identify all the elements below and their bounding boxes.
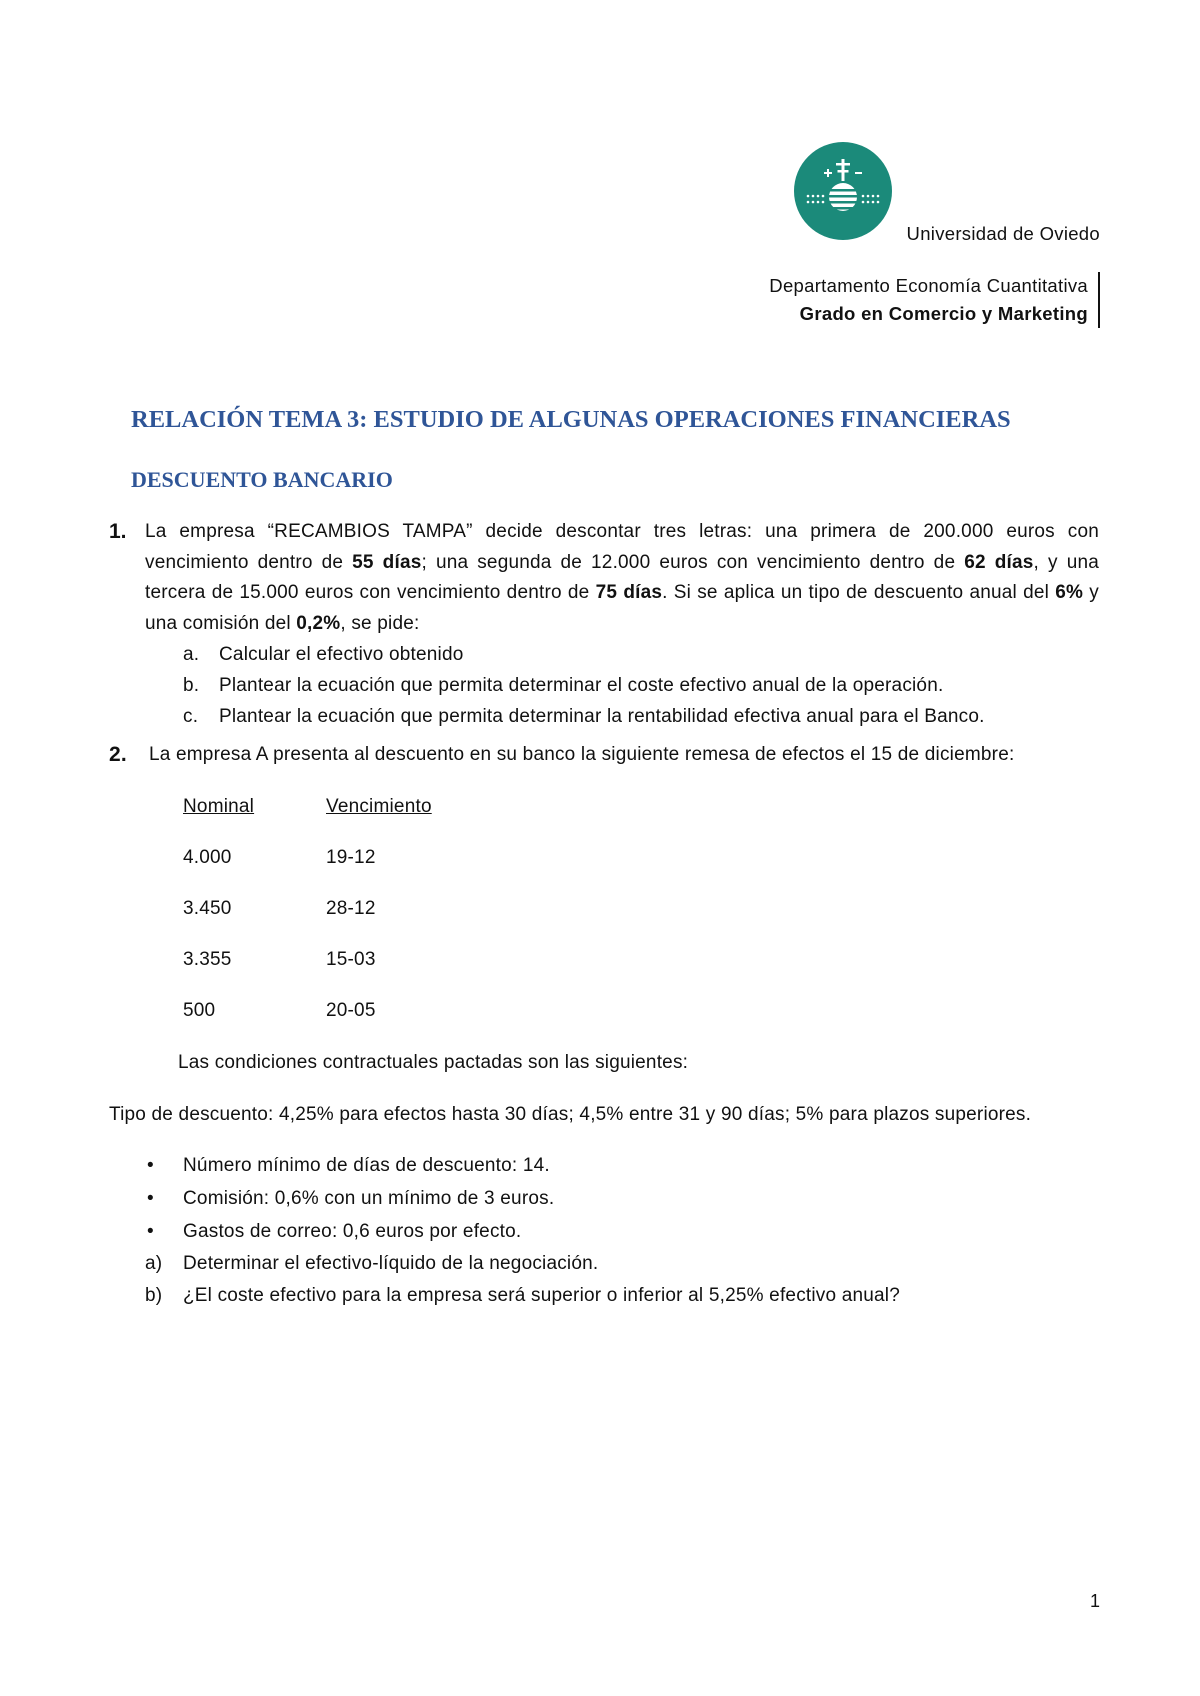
list-item	[109, 1184, 1099, 1217]
statement-emphasis: 55 días	[352, 551, 422, 573]
nominal-cell: 3.450	[183, 898, 232, 919]
exercise-statement: La empresa A presenta al descuento en su banco la siguiente remesa de efectos el 15 de diciembre:	[149, 744, 1015, 765]
university-crest-icon	[794, 142, 892, 240]
part-text: Plantear la ecuación que permita determinar el coste efectivo anual de la operación.	[219, 675, 944, 696]
condition-text: Número mínimo de días de descuento: 14.	[183, 1155, 550, 1176]
exercise-number: 2.	[109, 743, 127, 766]
maturity-cell: 19-12	[326, 847, 376, 868]
condition-text: Gastos de correo: 0,6 euros por efecto.	[183, 1221, 522, 1242]
list-item	[109, 1151, 1099, 1184]
part-label: a.	[183, 644, 200, 665]
table-header-row	[183, 792, 583, 843]
statement-text: y una comisión del	[145, 582, 1099, 634]
nominal-cell: 500	[183, 1000, 216, 1021]
department-block	[769, 272, 1100, 328]
exercise-1	[109, 517, 1099, 732]
university-name: Universidad de Oviedo	[906, 223, 1100, 244]
exercise-number: 1.	[109, 520, 127, 543]
page-number: 1	[1089, 1591, 1100, 1611]
list-item	[109, 670, 1099, 701]
department-name: Departamento Economía Cuantitativa	[769, 275, 1088, 296]
list-item	[109, 639, 1099, 670]
document-title: RELACIÓN TEMA 3: ESTUDIO DE ALGUNAS OPERACIONES FINANCIERAS	[131, 406, 1011, 433]
exercise-2	[109, 740, 1099, 770]
exercise-statement	[145, 517, 1099, 639]
question-text: ¿El coste efectivo para la empresa será superior o inferior al 5,25% efectivo anual?	[183, 1285, 900, 1306]
column-header-maturity: Vencimiento	[326, 796, 432, 817]
bullet-icon	[147, 1184, 159, 1214]
list-item	[109, 701, 1099, 732]
column-header-nominal: Nominal	[183, 796, 255, 817]
discount-rates: Tipo de descuento: 4,25% para efectos hasta 30 días; 4,5% entre 31 y 90 días; 5% para plazos superiores.	[109, 1104, 1032, 1125]
part-text: Calcular el efectivo obtenido	[219, 644, 464, 665]
list-item	[109, 1249, 1099, 1281]
list-item	[109, 1281, 1099, 1313]
question-label: a)	[145, 1253, 163, 1274]
statement-text: La empresa “RECAMBIOS TAMPA” decide descontar tres letras: una primera de 200.000 euros con vencimiento dentro de	[145, 521, 1099, 573]
list-item	[109, 1217, 1099, 1250]
conditions-list	[109, 1151, 1099, 1250]
table-row	[183, 996, 583, 1047]
statement-emphasis: 0,2%	[296, 612, 341, 634]
statement-text: . Si se aplica un tipo de descuento anual del	[662, 582, 1056, 603]
statement-emphasis: 75 días	[595, 582, 663, 603]
maturity-cell: 20-05	[326, 1000, 376, 1021]
questions-list	[109, 1249, 1099, 1313]
condition-text: Comisión: 0,6% con un mínimo de 3 euros.	[183, 1188, 555, 1209]
degree-name: Grado en Comercio y Marketing	[799, 303, 1088, 324]
nominal-cell: 4.000	[183, 847, 232, 868]
bills-table	[183, 792, 583, 1047]
nominal-cell: 3.355	[183, 949, 232, 970]
table-row	[183, 894, 583, 945]
statement-emphasis: 6%	[1055, 582, 1084, 603]
table-row	[183, 945, 583, 996]
exercise-parts	[109, 639, 1099, 732]
bullet-icon	[147, 1217, 159, 1247]
part-text: Plantear la ecuación que permita determinar la rentabilidad efectiva anual para el Banco.	[219, 706, 985, 727]
part-label: c.	[183, 706, 199, 727]
statement-text: ; una segunda de 12.000 euros con vencimiento dentro de	[421, 551, 965, 573]
conditions-intro: Las condiciones contractuales pactadas son las siguientes:	[178, 1052, 689, 1073]
part-label: b.	[183, 675, 200, 696]
table-row	[183, 843, 583, 894]
question-label: b)	[145, 1285, 163, 1306]
statement-text: , y una tercera de 15.000 euros con vencimiento dentro de	[145, 551, 1099, 603]
maturity-cell: 28-12	[326, 898, 376, 919]
bullet-icon	[147, 1151, 159, 1181]
question-text: Determinar el efectivo-líquido de la negociación.	[183, 1253, 599, 1274]
section-heading: DESCUENTO BANCARIO	[131, 467, 393, 492]
statement-emphasis: 62 días	[964, 551, 1034, 573]
statement-text: , se pide:	[340, 612, 420, 634]
maturity-cell: 15-03	[326, 949, 376, 970]
